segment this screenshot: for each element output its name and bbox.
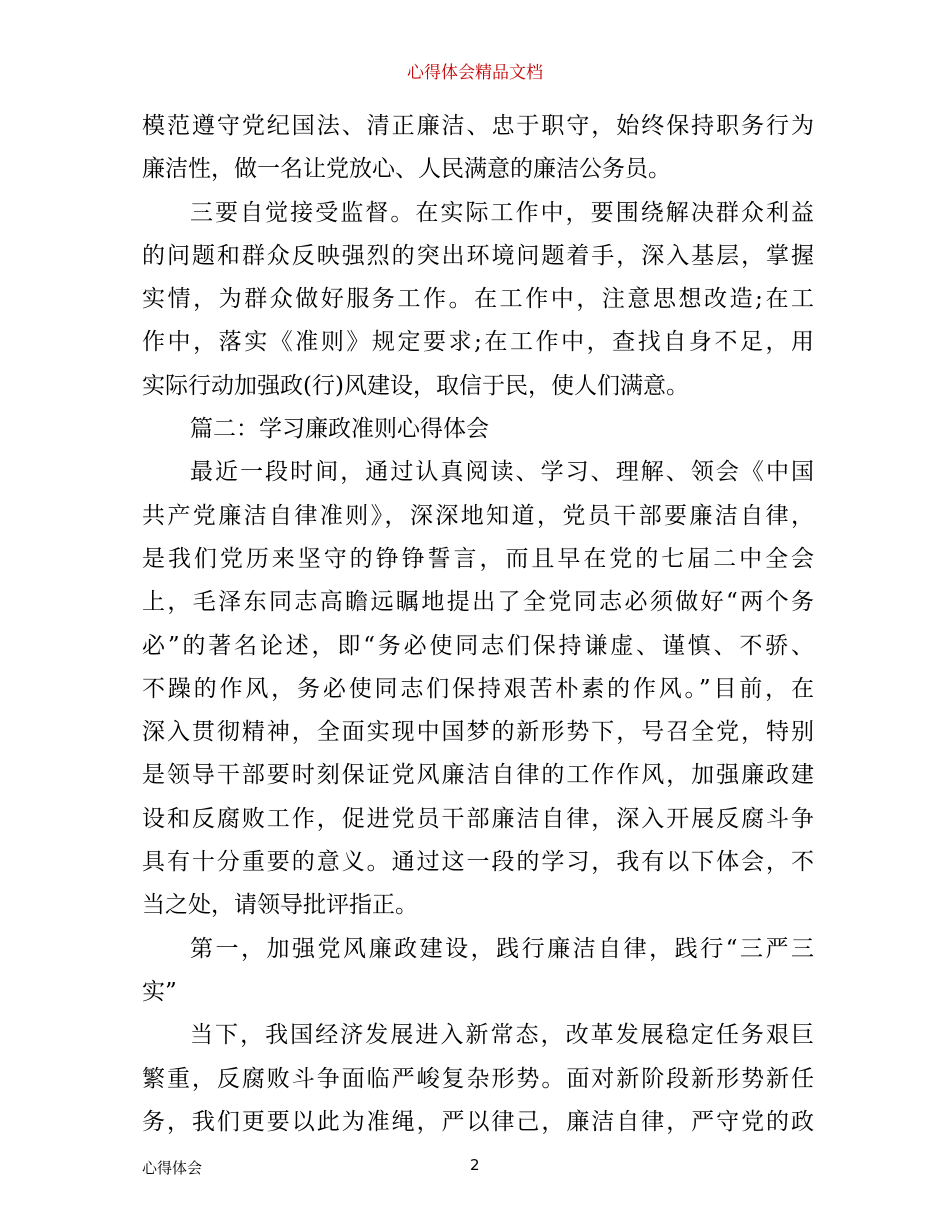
text-line: 廉洁性，做一名让党放心、人民满意的廉洁公务员。	[142, 156, 671, 183]
text-line: 当之处，请领导批评指正。	[142, 892, 418, 919]
text-line: 具有十分重要的意义。通过这一段的学习，我有以下体会，不	[142, 849, 814, 876]
text-line: 设和反腐败工作，促进党员干部廉洁自律，深入开展反腐斗争	[142, 805, 814, 832]
text-line: 是领导干部要时刻保证党风廉洁自律的工作作风，加强廉政建	[142, 762, 814, 789]
text-line: 实情，为群众做好服务工作。在工作中，注意思想改造;在工	[142, 286, 814, 313]
text-line: 最近一段时间，通过认真阅读、学习、理解、领会《中国	[190, 459, 814, 486]
text-line: 必”的著名论述，即“务必使同志们保持谦虚、谨慎、不骄、	[142, 632, 814, 659]
text-line: 共产党廉洁自律准则》，深深地知道，党员干部要廉洁自律，	[142, 502, 814, 529]
text-line: 模范遵守党纪国法、清正廉洁、忠于职守，始终保持职务行为	[142, 113, 814, 139]
text-line: 务，我们更要以此为准绳，严以律己，廉洁自律，严守党的政	[142, 1108, 814, 1135]
text-line: 实”	[142, 978, 177, 1005]
text-line: 第一，加强党风廉政建设，践行廉洁自律，践行“三严三	[190, 935, 814, 962]
text-line: 深入贯彻精神，全面实现中国梦的新形势下，号召全党，特别	[142, 719, 814, 746]
document-body	[142, 105, 814, 1144]
text-line: 当下，我国经济发展进入新常态，改革发展稳定任务艰巨	[190, 1022, 814, 1049]
document-header: 心得体会精品文档	[407, 63, 543, 83]
text-line: 的问题和群众反映强烈的突出环境问题着手，深入基层，掌握	[142, 242, 814, 269]
text-line: 是我们党历来坚守的铮铮誓言，而且早在党的七届二中全会	[142, 545, 814, 572]
text-line: 不躁的作风，务必使同志们保持艰苦朴素的作风。”目前，在	[142, 675, 814, 702]
footer-label: 心得体会	[142, 1159, 203, 1177]
page-number: 2	[470, 1156, 480, 1174]
text-line: 繁重，反腐败斗争面临严峻复杂形势。面对新阶段新形势新任	[142, 1065, 814, 1092]
text-line: 作中，落实《准则》规定要求;在工作中，查找自身不足，用	[142, 329, 814, 356]
text-line: 实际行动加强政(行)风建设，取信于民，使人们满意。	[142, 372, 689, 399]
section-heading: 篇二：学习廉政准则心得体会	[190, 416, 489, 443]
text-line: 上，毛泽东同志高瞻远瞩地提出了全党同志必须做好“两个务	[142, 589, 814, 616]
text-line: 三要自觉接受监督。在实际工作中，要围绕解决群众利益	[190, 199, 814, 226]
